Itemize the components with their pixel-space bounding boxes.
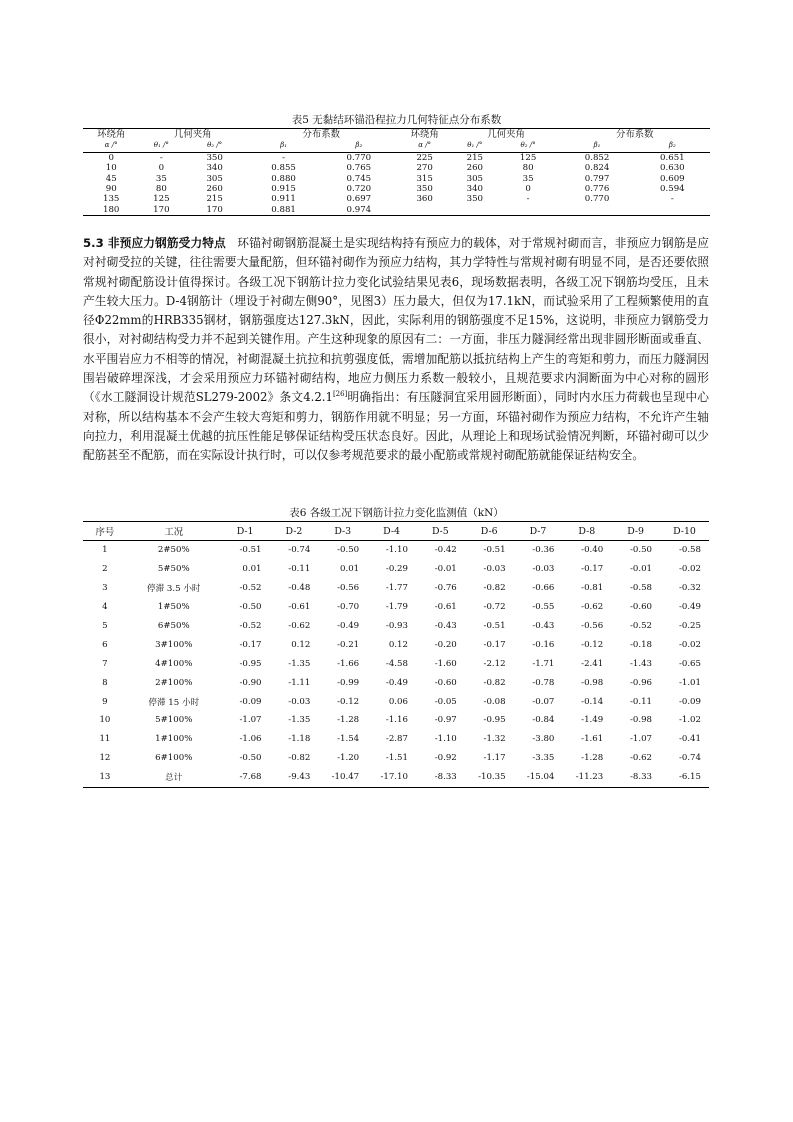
table6-body [83, 541, 709, 788]
table-cell: -0.02 [678, 639, 701, 650]
table-cell: 10 [99, 715, 111, 726]
table-cell: 0.12 [388, 639, 408, 650]
t5-subheader: θ₂ /° [497, 140, 560, 152]
table-cell: 总计 [127, 768, 221, 787]
table-cell: 0.12 [291, 639, 311, 650]
table-header-cell: D-5 [416, 522, 465, 541]
table-cell: 0.770 [346, 152, 372, 163]
table-cell: 350 [206, 152, 223, 163]
table-cell: -0.82 [483, 677, 506, 688]
t5-subheader: θ₁ /° [453, 140, 497, 152]
table-cell: -0.40 [581, 545, 604, 556]
table-row [83, 163, 710, 173]
table-cell: -1.35 [288, 715, 311, 726]
table-cell: 170 [183, 205, 246, 216]
section-text-part1: 环锚衬砌钢筋混凝土是实现结构持有预应力的载体，对于常规衬砌而言，非预应力钢筋是应对衬砌受拉的关键，往往需要大量配筋，但环锚衬砌作为预应力结构，其力学特性与常规衬砌有明显不同，是否还要依照常规衬砌配筋设计值得探讨。各级工况下钢筋计拉力变化试验结果见表6，现场数据表明，各级工况下钢筋均受压，且未产生较大压力。D-4钢筋计（埋设于衬砌左侧90°，见图3）压力最大，但仅为17.1kN，而试验采用了工程频繁使用的直径Φ22mm的HRB335钢材，钢筋强度达127.3kN，因此，实际利用的钢筋强度不足15%，这说明，非预应力钢筋受力很小，对衬砌结构受力并不起到关键作用。产生这种现象的原因有二：一方面，非压力隧洞经常出现非圆形断面或垂直、水平围岩应力不相等的情况，衬砌混凝土抗拉和抗剪强度低，需增加配筋以抵抗结构上产生的弯矩和剪力，而压力隧洞因围岩破碎埋深浅，才会采用预应力环锚衬砌结构，地应力侧压力系数一般较小，且规范要求内洞断面为中心对称的圆形（《水工隧洞设计规范SL279-2002》条文4.2.1 [83, 236, 709, 405]
table-cell: 35 [522, 173, 534, 184]
table-cell: -0.51 [483, 621, 506, 631]
table-cell: -3.80 [532, 734, 555, 745]
table-cell: -0.60 [434, 677, 457, 688]
table-row [83, 617, 709, 636]
table-cell: -0.62 [581, 602, 604, 613]
table-cell: -0.78 [532, 677, 555, 688]
table-cell [635, 205, 710, 216]
table-cell: 6#100% [155, 753, 193, 764]
table-cell: -6.15 [660, 768, 709, 787]
table-cell: 6 [102, 639, 108, 650]
table-cell: -0.42 [434, 545, 457, 556]
table-cell: -1.01 [678, 677, 701, 688]
table-cell: -1.51 [385, 753, 408, 764]
table-cell: -0.01 [434, 564, 457, 575]
table-row [83, 560, 709, 579]
t5-header-angle: 环绕角 [396, 129, 452, 141]
table-cell: -1.10 [385, 545, 408, 556]
table-cell: 315 [416, 173, 433, 184]
table-cell: -0.72 [483, 602, 506, 613]
table-cell: -0.92 [434, 753, 457, 764]
table-cell: -0.50 [629, 545, 653, 556]
table-cell: 7 [102, 658, 108, 669]
table-header-cell: D-6 [465, 522, 514, 541]
table-cell: -0.51 [239, 545, 262, 556]
table-cell: -0.98 [581, 677, 604, 688]
table-cell: -0.98 [629, 715, 653, 726]
table-cell: -0.16 [532, 639, 555, 650]
table-cell: 9 [102, 696, 108, 707]
table-cell: -1.20 [337, 753, 360, 764]
table-cell [559, 205, 634, 216]
table-cell: 13 [83, 768, 127, 787]
t5-subheader: β₂ [321, 140, 396, 152]
table-cell: 0.609 [660, 173, 685, 184]
table-cell: 305 [466, 173, 484, 184]
table-row [83, 654, 709, 673]
table-cell: -0.17 [581, 564, 604, 575]
table-cell: 4#100% [155, 658, 193, 669]
table-cell: 350 [416, 184, 433, 195]
table-cell: -0.95 [483, 715, 506, 726]
table-cell: -1.35 [288, 658, 311, 669]
table-cell: -1.54 [337, 734, 360, 745]
table-cell: 停滞 15 小时 [148, 697, 200, 708]
table-cell: 135 [103, 194, 120, 205]
table-row [83, 174, 710, 184]
table-cell: 360 [416, 194, 433, 205]
table-cell: 125 [519, 152, 537, 163]
reference-marker: [26] [332, 390, 348, 399]
table-cell: 12 [99, 753, 111, 764]
table-cell: -0.09 [239, 696, 262, 707]
t5-subheader: α /° [83, 140, 139, 152]
table-cell: -1.16 [385, 715, 408, 726]
table-cell: 80 [522, 163, 534, 174]
table-cell: -0.84 [532, 715, 555, 726]
table-cell: -0.65 [678, 658, 701, 669]
table-row [83, 768, 709, 787]
table-cell: 0.776 [584, 184, 610, 195]
table-row [83, 673, 709, 692]
table-cell [497, 205, 560, 216]
table-cell: 260 [466, 163, 484, 174]
table-cell: 0.880 [271, 173, 296, 184]
table-cell: -0.58 [629, 583, 653, 594]
table-cell: -0.12 [581, 639, 604, 650]
table-cell: -0.41 [678, 734, 701, 745]
table5-caption: 表5 无黏结环锚沿程拉力几何特征点分布系数 [291, 114, 502, 126]
table-header-cell: 工况 [127, 522, 221, 541]
table-cell: -0.58 [678, 545, 701, 556]
table-cell: 0.824 [584, 163, 610, 174]
table-cell: 0.797 [584, 173, 610, 184]
table-cell: -0.21 [337, 639, 360, 650]
table-cell: -0.95 [239, 658, 262, 669]
table-cell: 0.855 [271, 163, 296, 174]
table-cell: -0.62 [629, 753, 653, 764]
table-cell: -1.17 [483, 753, 506, 764]
table-cell: -0.49 [678, 602, 701, 613]
t5-header-angle: 环绕角 [83, 129, 139, 141]
table-cell: 125 [153, 194, 170, 205]
table-cell: 90 [105, 184, 117, 195]
table-cell: 0 [158, 163, 165, 174]
table-cell: - [282, 152, 286, 163]
table-row [83, 152, 710, 163]
table-cell: -0.17 [483, 639, 506, 650]
table-cell [396, 205, 452, 216]
table-cell: 80 [155, 184, 167, 195]
table-cell: 1 [102, 545, 108, 556]
table-cell: -0.49 [337, 621, 360, 631]
table-cell: -2.41 [581, 658, 604, 669]
table-cell: 0.745 [346, 173, 372, 184]
table-cell: 5 [102, 621, 108, 631]
table-cell: -0.01 [629, 564, 653, 575]
table-cell: -0.09 [678, 696, 701, 707]
table-cell: 0.881 [246, 205, 321, 216]
table-cell: 1#100% [155, 734, 193, 745]
t5-subheader: θ₂ /° [183, 140, 246, 152]
t5-header-dist: 分布系数 [559, 129, 710, 141]
table-cell: -8.33 [416, 768, 465, 787]
table-cell: -0.82 [483, 583, 506, 594]
table-cell: 3#100% [155, 639, 193, 650]
table-cell: -1.18 [288, 734, 311, 745]
table-cell: 0.651 [660, 152, 685, 163]
t5-subheader: β₂ [635, 140, 710, 152]
table-header-cell: D-8 [562, 522, 611, 541]
table-cell: -1.60 [434, 658, 457, 669]
table-cell: -10.35 [465, 768, 514, 787]
table-cell: 0.765 [346, 163, 372, 174]
table-header-cell: D-9 [611, 522, 660, 541]
table-cell: -0.12 [337, 696, 360, 707]
table-cell: - [159, 152, 163, 163]
table-cell: -0.43 [434, 621, 457, 631]
table6 [83, 521, 709, 788]
table-cell: 0.630 [660, 163, 685, 174]
table-cell: -0.61 [288, 602, 311, 613]
t5-subheader: θ₁ /° [139, 140, 183, 152]
table-row [83, 194, 710, 204]
table-cell: -0.55 [532, 602, 555, 613]
section-5-3 [83, 234, 709, 466]
table-cell: -1.71 [532, 658, 555, 669]
table-cell: 8 [102, 677, 108, 688]
table-cell: -0.50 [239, 753, 262, 764]
table-row [83, 184, 710, 194]
table-cell: -1.10 [434, 734, 457, 745]
table-cell: 215 [466, 152, 484, 163]
table-cell: -0.74 [678, 753, 701, 764]
table-cell: -1.07 [629, 734, 653, 745]
table-cell: 0.720 [346, 184, 372, 195]
table-cell: 0.697 [346, 194, 372, 205]
table-cell: 0.01 [242, 564, 262, 575]
table-cell: 6#50% [157, 621, 190, 631]
table-cell: -0.11 [629, 696, 653, 707]
table-cell: -0.99 [337, 677, 360, 688]
table-cell: 2#100% [155, 677, 193, 688]
table-cell: -0.74 [288, 545, 311, 556]
table-cell: -0.11 [288, 564, 311, 575]
t5-subheader: β₁ [246, 140, 321, 152]
table-cell: 0.06 [388, 696, 408, 707]
table-cell: -0.70 [337, 602, 360, 613]
table-cell: 270 [416, 163, 433, 174]
table-row [83, 711, 709, 730]
table-cell: 350 [466, 194, 484, 205]
table-cell: -0.61 [434, 602, 457, 613]
table-cell: -0.08 [483, 696, 506, 707]
table-cell: - [526, 194, 530, 205]
table-row [83, 730, 709, 749]
table-cell: 2 [102, 564, 108, 575]
table-cell: -0.14 [581, 696, 604, 707]
table-cell: -2.87 [385, 734, 408, 745]
table-cell: 0.594 [660, 184, 685, 195]
table-cell: -0.07 [532, 696, 555, 707]
table-cell: 180 [83, 205, 139, 216]
table-cell: -8.33 [611, 768, 660, 787]
table-cell: 170 [139, 205, 183, 216]
table-cell [453, 205, 497, 216]
table-row [83, 692, 709, 711]
table-cell: 340 [466, 184, 484, 195]
table5-body [83, 152, 710, 215]
table-cell: 225 [416, 152, 433, 163]
table-cell: -4.58 [385, 658, 408, 669]
table-cell: -10.47 [318, 768, 367, 787]
table-header-cell: D-3 [318, 522, 367, 541]
t5-subheader: α /° [396, 140, 452, 152]
table-cell: 305 [206, 173, 223, 184]
table-cell: 0.974 [321, 205, 396, 216]
table-cell: 0.770 [584, 194, 610, 205]
table-cell: -0.62 [288, 621, 311, 631]
table-cell: -0.52 [629, 621, 653, 631]
table-cell: -0.43 [532, 621, 555, 631]
table-row [83, 541, 709, 560]
table-cell: -0.66 [532, 583, 555, 594]
table-cell: 4 [102, 602, 108, 613]
section-heading: 5.3 非预应力钢筋受力特点 [83, 236, 226, 250]
table-cell: -0.03 [483, 564, 506, 575]
table-cell: -1.43 [629, 658, 653, 669]
table-cell: -0.56 [337, 583, 360, 594]
table-cell: -0.18 [629, 639, 653, 650]
table-cell: -0.50 [337, 545, 360, 556]
table-cell: -15.04 [514, 768, 563, 787]
t5-subheader: β₁ [559, 140, 634, 152]
table-cell: -17.10 [367, 768, 416, 787]
table-cell: -0.82 [288, 753, 311, 764]
table-header-cell: D-2 [270, 522, 319, 541]
table6-header-row [83, 522, 709, 541]
table-cell: -3.35 [532, 753, 555, 764]
table-cell: 5#50% [157, 564, 190, 575]
table-cell: -0.03 [532, 564, 555, 575]
table-cell: -0.93 [385, 621, 408, 631]
table-row [83, 579, 709, 598]
table-row [83, 598, 709, 617]
table-cell: -0.90 [239, 677, 262, 688]
table-cell: -0.48 [288, 583, 311, 594]
table-cell: 5#100% [155, 715, 193, 726]
table-cell: -2.12 [483, 658, 506, 669]
table-cell: -1.49 [581, 715, 604, 726]
table-cell: -1.77 [385, 583, 408, 594]
t5-header-geo: 几何夹角 [453, 129, 560, 141]
table-cell: -1.06 [239, 734, 262, 745]
table-cell: 0.852 [584, 152, 610, 163]
table-cell: -1.66 [337, 658, 360, 669]
table-cell: 0.01 [340, 564, 360, 575]
table-cell: -1.02 [678, 715, 701, 726]
table-cell: 停滞 3.5 小时 [147, 584, 201, 595]
table-cell: -0.76 [434, 583, 457, 594]
table-cell: -0.49 [385, 677, 408, 688]
t5-header-dist: 分布系数 [246, 129, 396, 141]
table-row [83, 749, 709, 768]
table-cell: -0.25 [678, 621, 701, 631]
table-cell: -0.52 [239, 621, 262, 631]
table-cell: 45 [105, 173, 117, 184]
table-cell: 0 [108, 152, 114, 163]
table-cell: -0.17 [239, 639, 262, 650]
table-cell: -7.68 [221, 768, 270, 787]
table-cell: -1.07 [239, 715, 262, 726]
table-cell: 0.911 [271, 194, 296, 205]
table-cell: 35 [155, 173, 167, 184]
table-cell: -0.32 [678, 583, 701, 594]
table-header-cell: 序号 [83, 522, 127, 541]
table-cell: 215 [206, 194, 223, 205]
table-cell: 2#50% [157, 545, 190, 556]
table-cell: - [670, 194, 674, 205]
table-cell: -0.81 [581, 583, 604, 594]
table-cell: -1.11 [288, 677, 311, 688]
table-cell: 10 [105, 163, 117, 174]
table-cell: 260 [206, 184, 223, 195]
table-cell: -0.97 [434, 715, 457, 726]
table-cell: -1.79 [385, 602, 408, 613]
table-cell: -0.20 [434, 639, 457, 650]
table-cell: -0.52 [239, 583, 262, 594]
table-cell: -9.43 [270, 768, 319, 787]
table-header-cell: D-4 [367, 522, 416, 541]
table-cell: -1.32 [483, 734, 506, 745]
table-cell: -1.28 [581, 753, 604, 764]
table-cell: -0.03 [288, 696, 311, 707]
table-cell: -0.51 [483, 545, 506, 556]
table-cell: -0.50 [239, 602, 262, 613]
table5 [83, 128, 710, 216]
table-row [83, 635, 709, 654]
table-header-cell: D-7 [514, 522, 563, 541]
table-header-cell: D-10 [660, 522, 709, 541]
table6-caption: 表6 各级工况下钢筋计拉力变化监测值（kN） [289, 507, 504, 519]
table-cell: 11 [99, 734, 111, 745]
table-header-cell: D-1 [221, 522, 270, 541]
table-cell: -0.05 [434, 696, 457, 707]
table-cell: 3 [102, 583, 108, 594]
table-cell: 0 [525, 184, 531, 195]
table-cell: -0.56 [581, 621, 604, 631]
table-cell: 0.915 [271, 184, 296, 195]
t5-header-geo: 几何夹角 [139, 129, 246, 141]
table-cell: -0.96 [629, 677, 653, 688]
table-cell: -0.60 [629, 602, 653, 613]
section-text-part2: 明确指出：有压隧洞宜采用圆形断面），同时内水压力荷载也呈现中心对称，所以结构基本不会产生较大弯矩和剪力，钢筋作用就不明显；另一方面，环锚衬砌作为预应力结构，不允许产生轴向拉力，利用混凝土优越的抗压性能足够保证结构受压状态良好。因此，从理论上和现场试验情况判断，环锚衬砌可以少配筋甚至不配筋，而在实际设计执行时，可以仅参考规范要求的最小配筋或常规衬砌配筋就能保证结构安全。 [83, 390, 709, 463]
table-cell: 340 [206, 163, 223, 174]
table-cell: -0.02 [678, 564, 701, 575]
table-cell: 1#50% [157, 602, 190, 613]
table-cell: -0.29 [385, 564, 408, 575]
table-cell: -1.28 [337, 715, 360, 726]
table-cell: -11.23 [562, 768, 611, 787]
table-row [83, 205, 710, 216]
table-cell: -0.36 [532, 545, 555, 556]
table-cell: -1.61 [581, 734, 604, 745]
